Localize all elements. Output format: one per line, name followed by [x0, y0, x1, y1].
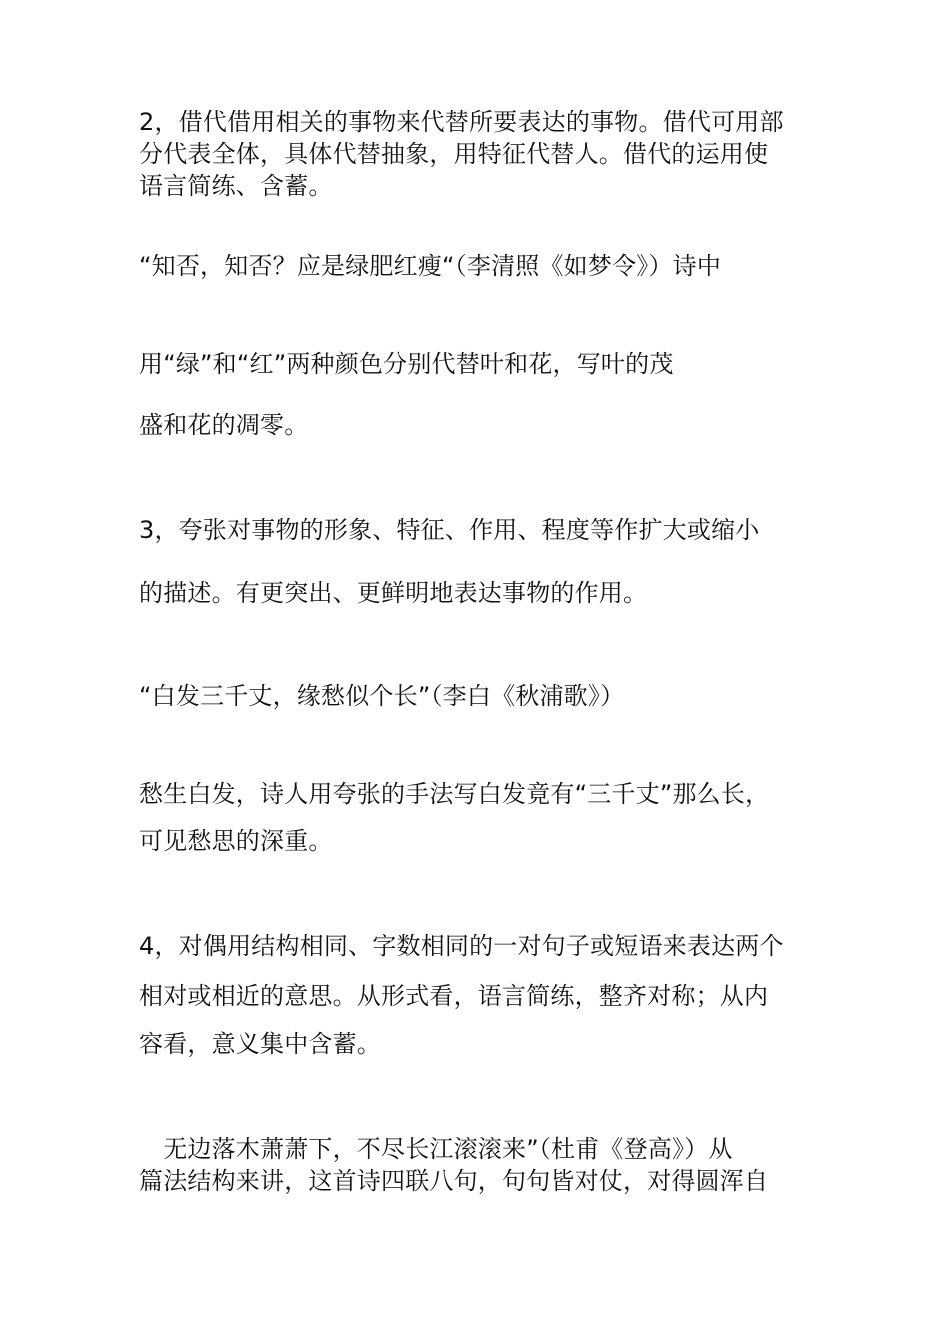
example-analysis-du-fu: 篇法结构来讲，这首诗四联八句，句句皆对仗，对得圆浑自	[139, 1167, 769, 1195]
example-explanation-line-2: 盛和花的凋零。	[139, 411, 309, 439]
example-explanation-hyperbole-line-2: 可见愁思的深重。	[139, 827, 333, 855]
paragraph-4-line-1: 4，对偶用结构相同、字数相同的一对句子或短语来表达两个	[139, 932, 784, 960]
paragraph-4-line-3: 容看，意义集中含蓄。	[139, 1030, 381, 1058]
paragraph-3-line-2: 的描述。有更突出、更鲜明地表达事物的作用。	[139, 579, 648, 607]
paragraph-2-line-2: 分代表全体，具体代替抽象，用特征代替人。借代的运用使	[139, 140, 769, 168]
paragraph-2-line-1: 2，借代借用相关的事物来代替所要表达的事物。借代可用部	[139, 108, 784, 136]
paragraph-3-line-1: 3，夸张对事物的形象、特征、作用、程度等作扩大或缩小	[139, 516, 760, 544]
paragraph-4-line-2: 相对或相近的意思。从形式看，语言简练，整齐对称；从内	[139, 982, 769, 1010]
paragraph-2-line-3: 语言简练、含蓄。	[139, 172, 333, 200]
example-quote-li-bai: “白发三千丈，缘愁似个长”（李白《秋浦歌》）	[139, 682, 625, 710]
example-quote-li-qingzhao: “知否，知否？应是绿肥红瘦“（李清照《如梦令》）诗中	[139, 252, 722, 280]
example-explanation-hyperbole-line-1: 愁生白发，诗人用夸张的手法写白发竟有“三千丈”那么长，	[139, 780, 770, 808]
example-explanation-line-1: 用“绿”和“红”两种颜色分别代替叶和花，写叶的茂	[139, 350, 674, 378]
example-quote-du-fu: 无边落木萧萧下，不尽长江滚滚来”（杜甫《登高》）从	[139, 1135, 733, 1163]
